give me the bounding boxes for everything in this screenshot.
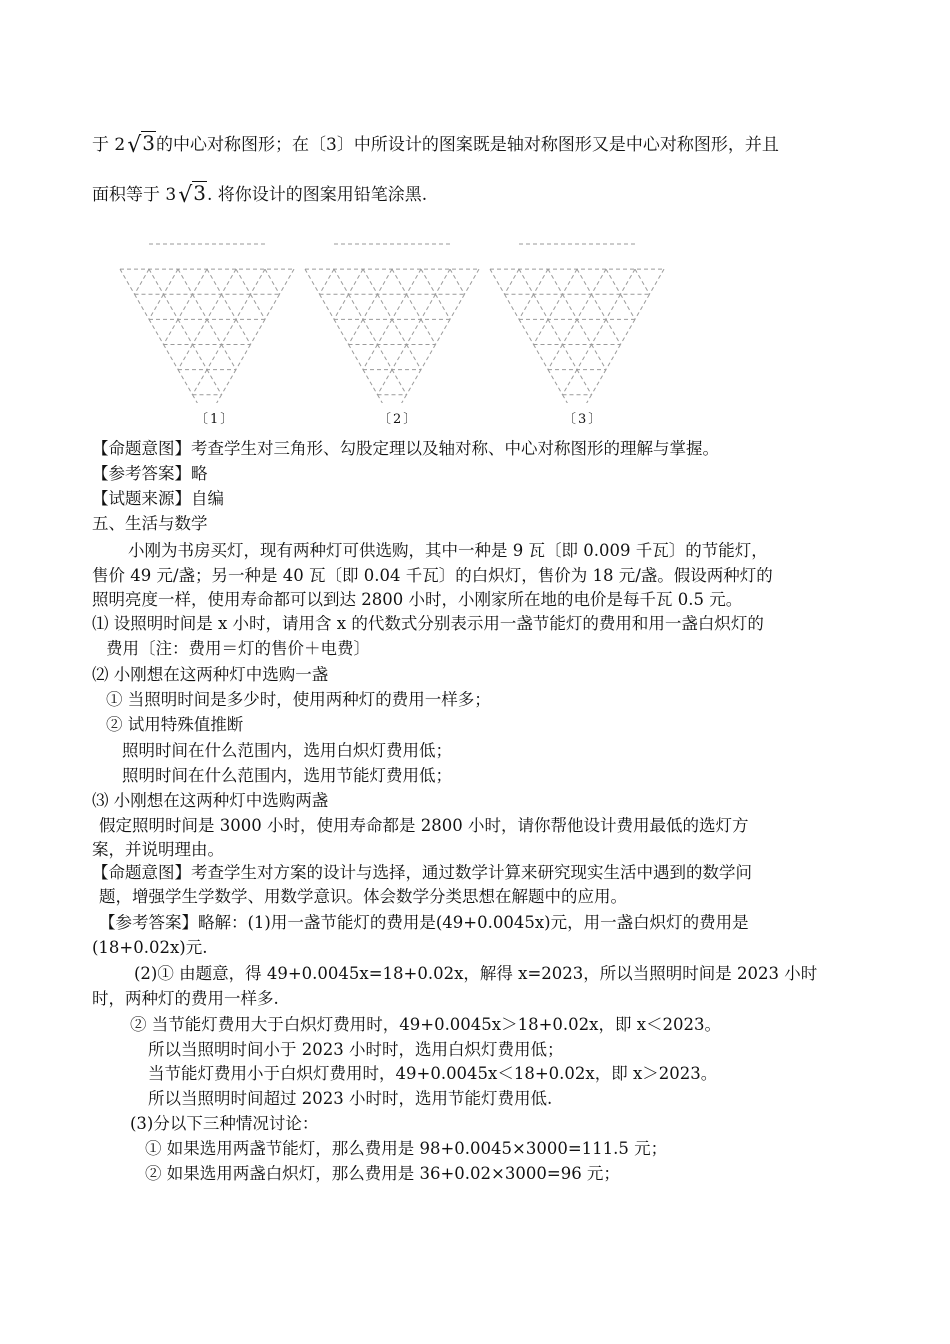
grid-line bbox=[519, 319, 534, 344]
grid-line bbox=[149, 269, 164, 294]
grid-line bbox=[421, 319, 436, 344]
grid-line bbox=[363, 344, 378, 369]
grid-line bbox=[222, 269, 237, 294]
grid-line bbox=[592, 294, 607, 319]
answer-text: 略 bbox=[191, 464, 208, 483]
grid-line bbox=[505, 269, 520, 294]
subquestion-1b: 费用〔注：费用＝灯的售价＋电费〕 bbox=[106, 639, 370, 658]
grid-line bbox=[534, 319, 549, 344]
grid-line bbox=[563, 319, 578, 344]
figure-caption-1: 〔1〕 bbox=[195, 412, 236, 427]
grid-line bbox=[193, 319, 208, 344]
grid-line bbox=[378, 395, 393, 403]
grid-line bbox=[436, 294, 451, 319]
grid-line bbox=[349, 319, 364, 344]
grid-line bbox=[577, 294, 592, 319]
q4-answer bbox=[92, 463, 208, 485]
grid-line bbox=[392, 370, 407, 395]
subquestion-3a: 假定照明时间是 3000 小时，使用寿命都是 2800 小时，请你帮他设计费用最低的选灯方 bbox=[99, 816, 749, 835]
grid-line bbox=[635, 294, 650, 319]
grid-line bbox=[548, 344, 563, 369]
subquestion-3b: 案，并说明理由。 bbox=[92, 840, 224, 859]
intro-line-2 bbox=[92, 181, 427, 207]
grid-line bbox=[392, 294, 407, 319]
grid-line bbox=[421, 344, 436, 369]
grid-line bbox=[606, 294, 621, 319]
grid-line bbox=[349, 344, 364, 369]
grid-line bbox=[135, 294, 150, 319]
grid-line bbox=[251, 294, 266, 319]
q5-intent-a bbox=[92, 862, 752, 884]
subquestion-1a: ⑴ 设照明时间是 x 小时，请用含 x 的代数式分别表示用一盏节能灯的费用和用一盏白炽灯的 bbox=[92, 614, 764, 633]
intro-text-c: 面积等于 3 bbox=[92, 185, 177, 205]
intro-text-d: . 将你设计的图案用铅笔涂黑. bbox=[207, 185, 428, 205]
grid-line bbox=[606, 319, 621, 344]
sqrt-3-expression-2: √3 bbox=[178, 181, 206, 208]
grid-line bbox=[577, 395, 592, 403]
grid-line bbox=[392, 395, 407, 403]
subquestion-2a: ① 当照明时间是多少时，使用两种灯的费用一样多； bbox=[106, 690, 491, 709]
grid-line bbox=[621, 269, 636, 294]
intro-text-b: 的中心对称图形；在〔3〕中所设计的图案既是轴对称图形又是中心对称图形，并且 bbox=[156, 135, 779, 155]
grid-line bbox=[548, 269, 563, 294]
grid-line bbox=[236, 294, 251, 319]
q5-answer-3: (3)分以下三种情况讨论： bbox=[130, 1114, 319, 1133]
grid-line bbox=[378, 344, 393, 369]
sqrt-radicand: 3 bbox=[142, 131, 155, 155]
grid-line bbox=[164, 344, 179, 369]
grid-line bbox=[378, 370, 393, 395]
source-text: 自编 bbox=[191, 489, 224, 508]
grid-line bbox=[421, 294, 436, 319]
answer-label: 【参考答案】 bbox=[92, 464, 191, 483]
grid-line bbox=[378, 294, 393, 319]
grid-line bbox=[363, 370, 378, 395]
grid-line bbox=[606, 344, 621, 369]
grid-line bbox=[320, 294, 335, 319]
grid-line bbox=[207, 319, 222, 344]
problem-para-1: 小刚为书房买灯，现有两种灯可供选购，其中一种是 9 瓦〔即 0.009 千瓦〕的节能灯， bbox=[128, 541, 768, 560]
grid-line bbox=[621, 294, 636, 319]
grid-line bbox=[193, 269, 208, 294]
grid-line bbox=[436, 319, 451, 344]
grid-line bbox=[164, 269, 179, 294]
grid-line bbox=[450, 294, 465, 319]
q5-answer-3a: ① 如果选用两盏节能灯，那么费用是 98+0.0045×3000=111.5 元； bbox=[145, 1139, 668, 1158]
grid-line bbox=[349, 269, 364, 294]
intent-label: 【命题意图】 bbox=[92, 863, 191, 882]
grid-line bbox=[635, 269, 650, 294]
intent-label: 【命题意图】 bbox=[92, 439, 191, 458]
source-label: 【试题来源】 bbox=[92, 489, 191, 508]
triangle-grid-figure-3 bbox=[488, 238, 668, 403]
problem-para-3: 照明亮度一样，使用寿命都可以到达 2800 小时，小刚家所在地的电价是每千瓦 0.5 元。 bbox=[92, 590, 743, 609]
grid-line bbox=[349, 294, 364, 319]
triangle-grid-figure-1 bbox=[118, 238, 298, 403]
grid-line bbox=[563, 395, 578, 403]
grid-line bbox=[505, 294, 520, 319]
grid-line bbox=[280, 269, 295, 294]
grid-line bbox=[207, 370, 222, 395]
q5-answer-2d: 所以当照明时间小于 2023 小时时，选用白炽灯费用低； bbox=[148, 1040, 564, 1059]
grid-line bbox=[363, 294, 378, 319]
grid-line bbox=[178, 294, 193, 319]
intro-text-a: 于 2 bbox=[92, 135, 126, 155]
grid-line bbox=[407, 370, 422, 395]
q5-answer-1b: (18+0.02x)元. bbox=[92, 938, 208, 957]
q5-answer-3b: ② 如果选用两盏白炽灯，那么费用是 36+0.02×3000=96 元； bbox=[145, 1164, 620, 1183]
intro-line-1 bbox=[92, 131, 779, 157]
grid-line bbox=[548, 370, 563, 395]
grid-line bbox=[207, 395, 222, 403]
grid-line bbox=[305, 269, 320, 294]
grid-line bbox=[577, 269, 592, 294]
figure-caption-3: 〔3〕 bbox=[563, 412, 604, 427]
sqrt-3-expression: √3 bbox=[127, 131, 155, 158]
subquestion-3: ⑶ 小刚想在这两种灯中选购两盏 bbox=[92, 791, 329, 810]
grid-line bbox=[120, 269, 135, 294]
grid-line bbox=[563, 370, 578, 395]
grid-line bbox=[534, 294, 549, 319]
grid-line bbox=[363, 319, 378, 344]
grid-line bbox=[534, 344, 549, 369]
grid-line bbox=[236, 344, 251, 369]
figure-caption-2: 〔2〕 bbox=[378, 412, 419, 427]
grid-line bbox=[164, 294, 179, 319]
answer-1a-text: 略解：(1)用一盏节能灯的费用是(49+0.0045x)元，用一盏白炽灯的费用是 bbox=[198, 913, 749, 932]
grid-line bbox=[606, 269, 621, 294]
grid-line bbox=[178, 344, 193, 369]
grid-line bbox=[392, 269, 407, 294]
grid-line bbox=[392, 319, 407, 344]
grid-line bbox=[548, 294, 563, 319]
grid-line bbox=[407, 294, 422, 319]
intent-text: 考查学生对三角形、勾股定理以及轴对称、中心对称图形的理解与掌握。 bbox=[191, 439, 719, 458]
grid-line bbox=[149, 294, 164, 319]
subquestion-2: ⑵ 小刚想在这两种灯中选购一盏 bbox=[92, 665, 329, 684]
grid-line bbox=[577, 319, 592, 344]
grid-line bbox=[265, 269, 280, 294]
grid-line bbox=[592, 344, 607, 369]
grid-line bbox=[222, 344, 237, 369]
grid-line bbox=[236, 269, 251, 294]
grid-line bbox=[222, 294, 237, 319]
grid-line bbox=[251, 269, 266, 294]
grid-line bbox=[236, 319, 251, 344]
grid-line bbox=[519, 269, 534, 294]
problem-para-2: 售价 49 元/盏；另一种是 40 瓦〔即 0.04 千瓦〕的白炽灯，售价为 18 元/盏。假设两种灯的 bbox=[92, 566, 773, 585]
grid-line bbox=[450, 269, 465, 294]
grid-line bbox=[519, 294, 534, 319]
q4-intent bbox=[92, 438, 719, 460]
grid-line bbox=[592, 370, 607, 395]
grid-line bbox=[592, 319, 607, 344]
subquestion-2b: ② 试用特殊值推断 bbox=[106, 715, 244, 734]
answer-label: 【参考答案】 bbox=[99, 913, 198, 932]
q5-answer-1a bbox=[99, 912, 749, 934]
grid-line bbox=[149, 319, 164, 344]
grid-line bbox=[548, 319, 563, 344]
grid-line bbox=[193, 370, 208, 395]
grid-line bbox=[650, 269, 665, 294]
grid-line bbox=[251, 319, 266, 344]
grid-line bbox=[436, 269, 451, 294]
q5-answer-2c: ② 当节能灯费用大于白炽灯费用时，49+0.0045x＞18+0.02x，即 x＜2023。 bbox=[130, 1015, 722, 1034]
grid-line bbox=[563, 294, 578, 319]
grid-line bbox=[392, 344, 407, 369]
grid-line bbox=[621, 319, 636, 344]
grid-line bbox=[320, 269, 335, 294]
grid-line bbox=[592, 269, 607, 294]
grid-line bbox=[378, 269, 393, 294]
grid-line bbox=[378, 319, 393, 344]
q5-answer-2e: 当节能灯费用小于白炽灯费用时，49+0.0045x＜18+0.02x，即 x＞2023。 bbox=[148, 1064, 718, 1083]
grid-line bbox=[363, 269, 378, 294]
grid-line bbox=[490, 269, 505, 294]
grid-line bbox=[222, 370, 237, 395]
grid-line bbox=[407, 269, 422, 294]
grid-line bbox=[334, 319, 349, 344]
sqrt-radicand-2: 3 bbox=[193, 181, 206, 205]
subquestion-2b1: 照明时间在什么范围内，选用白炽灯费用低； bbox=[122, 741, 452, 760]
grid-line bbox=[178, 370, 193, 395]
q5-answer-2a: (2)① 由题意，得 49+0.0045x=18+0.02x，解得 x=2023，所以当照明时间是 2023 小时 bbox=[134, 964, 818, 983]
grid-line bbox=[207, 269, 222, 294]
grid-line bbox=[577, 344, 592, 369]
triangle-grid-figure-2 bbox=[303, 238, 483, 403]
grid-line bbox=[178, 269, 193, 294]
grid-line bbox=[265, 294, 280, 319]
grid-line bbox=[334, 294, 349, 319]
q5-answer-2f: 所以当照明时间超过 2023 小时时，选用节能灯费用低. bbox=[148, 1089, 553, 1108]
q4-source bbox=[92, 488, 224, 510]
grid-line bbox=[563, 269, 578, 294]
grid-line bbox=[135, 269, 150, 294]
grid-line bbox=[193, 395, 208, 403]
grid-line bbox=[222, 319, 237, 344]
grid-line bbox=[563, 344, 578, 369]
grid-line bbox=[534, 269, 549, 294]
grid-line bbox=[407, 344, 422, 369]
grid-line bbox=[178, 319, 193, 344]
grid-line bbox=[421, 269, 436, 294]
intent-text-a: 考查学生对方案的设计与选择，通过数学计算来研究现实生活中遇到的数学问 bbox=[191, 863, 752, 882]
grid-line bbox=[577, 370, 592, 395]
grid-line bbox=[207, 294, 222, 319]
grid-line bbox=[407, 319, 422, 344]
q5-intent-b: 题，增强学生学数学、用数学意识。体会数学分类思想在解题中的应用。 bbox=[99, 887, 627, 906]
section-heading: 五、生活与数学 bbox=[92, 514, 208, 533]
subquestion-2b2: 照明时间在什么范围内，选用节能灯费用低； bbox=[122, 766, 452, 785]
grid-line bbox=[465, 269, 480, 294]
q5-answer-2b: 时，两种灯的费用一样多. bbox=[92, 989, 279, 1008]
grid-line bbox=[207, 344, 222, 369]
grid-line bbox=[193, 344, 208, 369]
grid-line bbox=[193, 294, 208, 319]
grid-line bbox=[334, 269, 349, 294]
grid-line bbox=[164, 319, 179, 344]
